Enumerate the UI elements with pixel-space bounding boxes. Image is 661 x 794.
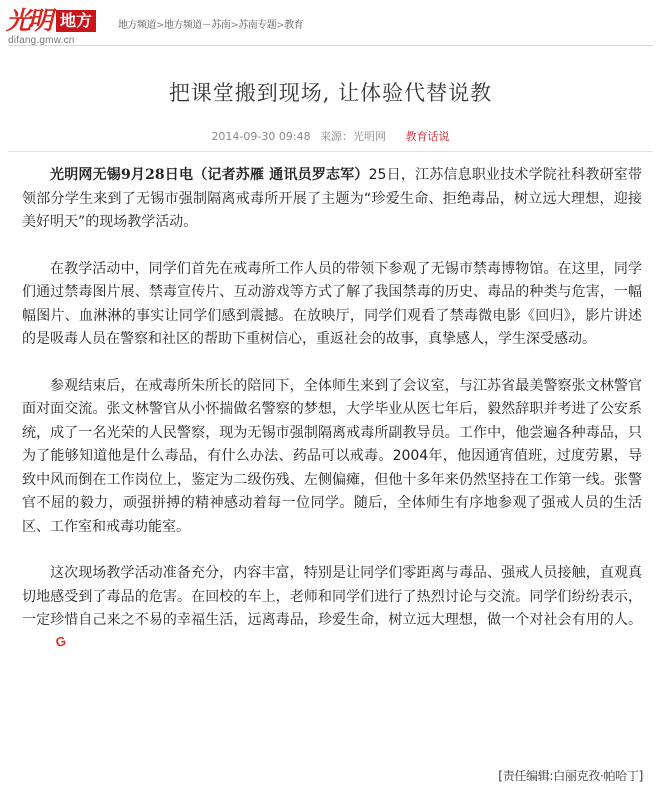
article-body xyxy=(22,164,642,680)
breadcrumb-item-sunan[interactable]: 地方频道－苏南 xyxy=(163,20,231,31)
header-divider xyxy=(8,45,653,46)
meta-divider xyxy=(8,151,653,152)
article-date: 2014-09-30 09:48 xyxy=(211,130,311,143)
breadcrumb-separator: > xyxy=(156,20,164,31)
article-paragraph: 在教学活动中，同学们首先在戒毒所工作人员的带领下参观了无锡市禁毒博物馆。在这里，同学们通过禁毒图片展、禁毒宣传片、互动游戏等方式了解了我国禁毒的历史、毒品的种类与危害，一幅幅图片、血淋淋的事实让同学们感到震撼。在放映厅，同学们观看了禁毒微电影《回归》，影片讲述的是吸毒人员在警察和社区的帮助下重树信心，重返社会的故事，真挚感人，学生深受感动。 xyxy=(22,260,642,347)
responsible-editor: [责任编辑:白丽克孜·帕哈丁] xyxy=(498,769,643,783)
article-title: 把课堂搬到现场, 让体验代替说教 xyxy=(168,81,493,105)
article-paragraph: 参观结束后，在戒毒所朱所长的陪同下，全体师生来到了会议室，与江苏省最美警察张文林警官面对面交流。张文林警官从小怀揣做名警察的梦想，大学毕业从医七年后，毅然辞职并考进了公安系统，成了一名光荣的人民警察，现为无锡市强制隔离戒毒所副教导员。工作中，他尝遍各种毒品，只为了能够知道他是什么毒品，有什么办法、药品可以戒毒。2004年，他因通宵值班，过度劳累，导致中风而倒在工作岗位上，鉴定为二级伤残、左侧偏瘫，但他十多年来仍然坚持在工作第一线。张警官不屈的毅力，顽强拼搏的精神感动着每一位同学。随后，全体师生有序地参观了强戒人员的生活区、工作室和戒毒功能室。 xyxy=(22,377,642,535)
article-paragraph-text: 这次现场教学活动准备充分，内容丰富，特别是让同学们零距离与毒品、强戒人员接触，直观真切地感受到了毒品的危害。在回校的车上，老师和同学们进行了热烈讨论与交流。同学们纷纷表示，一定珍惜自己来之不易的幸福生活，远离毒品，珍爱生命，树立远大理想，做一个对社会有用的人。 xyxy=(22,565,642,628)
article-source: 来源：光明网 xyxy=(320,130,387,143)
breadcrumb-item-local[interactable]: 地方频道 xyxy=(118,20,156,31)
breadcrumb-separator: > xyxy=(276,20,285,31)
logo-channel-box: 地方 xyxy=(56,10,96,32)
breadcrumb-item-topic[interactable]: 苏南专题 xyxy=(238,20,277,31)
article-paragraph xyxy=(22,562,642,657)
article-channel-link[interactable]: 教育话说 xyxy=(405,130,450,143)
article-meta xyxy=(0,128,661,144)
breadcrumb-item-education[interactable]: 教育 xyxy=(284,20,304,31)
site-header xyxy=(0,0,661,50)
breadcrumb-separator: > xyxy=(230,20,239,31)
article-paragraph-text: 25日，江苏信息职业技术学院社科教研室带领部分学生来到了无锡市强制隔离戒毒所开展了主题为“珍爱生命、拒绝毒品，树立远大理想，迎接美好明天”的现场教学活动。 xyxy=(22,167,642,230)
article-end-mark-icon: G xyxy=(54,632,68,650)
breadcrumb xyxy=(118,16,303,31)
logo-url: difang.gmw.cn xyxy=(8,35,75,46)
article-paragraph xyxy=(22,164,642,235)
article-lead-dateline: 光明网无锡9月28日电（记者苏雁 通讯员罗志军） xyxy=(50,167,369,183)
logo-script-text: 光明 xyxy=(6,6,51,35)
site-logo[interactable] xyxy=(6,8,124,48)
